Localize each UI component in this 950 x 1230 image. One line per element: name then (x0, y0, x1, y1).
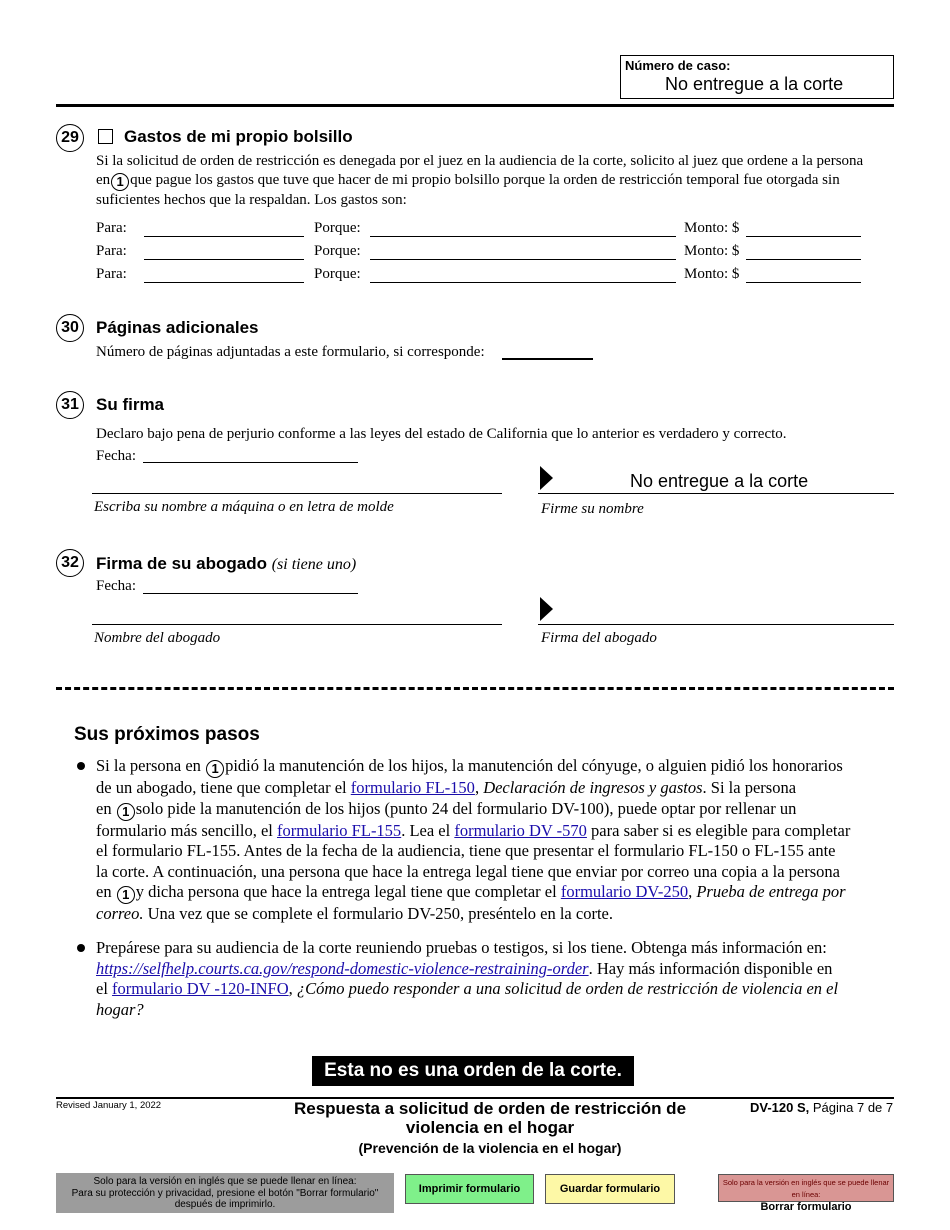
fecha-field-32[interactable] (143, 593, 358, 594)
header-rule (56, 104, 894, 107)
case-number-value[interactable]: No entregue a la corte (665, 74, 844, 94)
item-number-32: 32 (56, 549, 84, 577)
porque-label-3: Porque: (314, 266, 361, 282)
attorney-signature-caption: Firma del abogado (541, 630, 657, 646)
para-field-2[interactable] (144, 259, 304, 260)
online-instructions-box: Solo para la versión en inglés que se puede llenar en línea: Para su protección y privacidad, presione el botón "Borrar formulario" después de imprimirlo. (56, 1173, 394, 1213)
section-29-title: Gastos de mi propio bolsillo (124, 127, 353, 146)
link-selfhelp-url[interactable]: https://selfhelp.courts.ca.gov/respond-domestic-violence-restraining-order (96, 958, 589, 978)
para-label-2: Para: (96, 243, 127, 259)
porque-label-1: Porque: (314, 220, 361, 236)
printed-name-field[interactable] (92, 493, 502, 494)
monto-label-3: Monto: $ (684, 266, 740, 282)
perjury-declaration: Declaro bajo pena de perjurio conforme a las leyes del estado de California que lo anterior es verdadero y correcto. (96, 426, 787, 442)
link-fl150[interactable]: formulario FL-150 (350, 778, 475, 797)
section-32-title: Firma de su abogado (si tiene uno) (96, 554, 357, 573)
item-number-31: 31 (56, 391, 84, 419)
item-number-29: 29 (56, 124, 84, 152)
attorney-name-field[interactable] (92, 624, 502, 625)
save-form-button[interactable]: Guardar formulario (545, 1174, 675, 1204)
revised-date: Revised January 1, 2022 (56, 1100, 162, 1111)
link-fl155[interactable]: formulario FL-155 (277, 820, 402, 840)
attorney-signature-arrow-icon (540, 597, 553, 621)
printed-name-caption: Escriba su nombre a máquina o en letra de molde (94, 499, 394, 515)
fecha-label-31: Fecha: (96, 448, 136, 464)
section-30-title: Páginas adicionales (96, 318, 259, 337)
case-number-label: Número de caso: (625, 58, 731, 73)
party-1-circle: 1 (206, 760, 224, 778)
next-steps-title: Sus próximos pasos (74, 724, 260, 745)
clear-form-label: Borrar formulario (760, 1201, 852, 1213)
section-31-title: Su firma (96, 395, 165, 414)
signature-arrow-icon (540, 466, 553, 490)
para-label-1: Para: (96, 220, 127, 236)
signature-caption: Firme su nombre (541, 501, 644, 517)
monto-field-1[interactable] (746, 236, 861, 237)
link-dv570[interactable]: formulario DV -570 (454, 820, 587, 840)
para-label-3: Para: (96, 266, 127, 282)
signature-field[interactable]: No entregue a la corte (630, 471, 809, 491)
section-29-line-2: en 1 que pague los gastos que tuve que hacer de mi propio bolsillo porque la orden de restricción temporal fue otorgada sin (96, 172, 840, 189)
monto-label-1: Monto: $ (684, 220, 740, 236)
porque-field-3[interactable] (370, 282, 676, 283)
bullet-2 (77, 944, 85, 952)
para-field-1[interactable] (144, 236, 304, 237)
item-number-30: 30 (56, 314, 84, 342)
party-1-circle: 1 (117, 803, 135, 821)
fecha-label-32: Fecha: (96, 578, 136, 594)
section-29-text (96, 152, 896, 210)
link-dv120-info[interactable]: formulario DV -120-INFO (112, 979, 289, 998)
party-1-circle: 1 (111, 173, 129, 191)
para-field-3[interactable] (144, 282, 304, 283)
form-page-id: DV-120 S, Página 7 de 7 (750, 1100, 894, 1115)
next-steps-item-1: Si la persona en 1 pidió la manutención de los hijos, la manutención del cónyuge, o alguien pidió los honorarios de un abogado, tiene que completar el formulario FL-150, Declaración de ingresos y gastos. Si la persona en 1 solo pide la manutención de los hijos (punto 24 del formulario DV-100), puede optar por rellenar un formulario más sencillo, el formulario FL-155. Lea el formulario DV -570 para saber si es elegible para completar el formulario FL-155. Antes de la fecha de la audiencia, tiene que presentar el formulario FL-150 o FL-155 ante la corte. A continuación, una persona que hace la entrega legal tiene que enviar por correo una copia a la persona en 1 y dicha persona que hace la entrega legal tiene que completar el formulario DV-250, Prueba de entrega por correo. Una vez que se complete el formulario DV-250, preséntelo en la corte. (96, 756, 851, 923)
party-1-circle: 1 (117, 886, 135, 904)
attorney-signature-field[interactable] (538, 624, 894, 625)
additional-pages-field[interactable] (502, 358, 593, 360)
dashed-divider (56, 687, 894, 690)
porque-field-1[interactable] (370, 236, 676, 237)
form-title: Respuesta a solicitud de orden de restricción de violencia en el hogar (293, 1099, 687, 1137)
attorney-name-caption: Nombre del abogado (94, 630, 221, 646)
next-steps-item-2: Prepárese para su audiencia de la corte reuniendo pruebas o testigos, si los tiene. Obtenga más información en: https://selfhelp.courts.ca.gov/respond-domestic-violence-restraining-order. Hay más información disponible en el formulario DV -120-INFO, ¿Cómo puedo responder a una solicitud de orden de restricción de violencia en el hogar? (96, 938, 839, 1019)
section-32-title-note: (si tiene uno) (271, 556, 357, 573)
not-a-court-order-banner: Esta no es una orden de la corte. (312, 1056, 634, 1086)
porque-field-2[interactable] (370, 259, 676, 260)
section-29-line-3: suficientes hechos que la respaldan. Los gastos son: (96, 192, 407, 208)
section-29-line-1: Si la solicitud de orden de restricción es denegada por el juez en la audiencia de la corte, solicito al juez que ordene a la persona (96, 153, 864, 169)
monto-field-3[interactable] (746, 282, 861, 283)
porque-label-2: Porque: (314, 243, 361, 259)
link-dv250[interactable]: formulario DV-250 (560, 882, 689, 901)
additional-pages-text: Número de páginas adjuntadas a este formulario, si corresponde: (96, 344, 485, 360)
form-subtitle: (Prevención de la violencia en el hogar) (358, 1140, 622, 1156)
clear-form-button[interactable] (718, 1174, 894, 1213)
signature-line (538, 493, 894, 494)
case-number-box (620, 55, 894, 99)
bullet-1 (77, 762, 85, 770)
monto-field-2[interactable] (746, 259, 861, 260)
fecha-field-31[interactable] (143, 462, 358, 463)
clear-form-note: Solo para la versión en inglés que se puede llenar en línea: (722, 1178, 890, 1199)
monto-label-2: Monto: $ (684, 243, 740, 259)
out-of-pocket-checkbox[interactable] (98, 129, 113, 144)
print-form-button[interactable]: Imprimir formulario (405, 1174, 534, 1204)
